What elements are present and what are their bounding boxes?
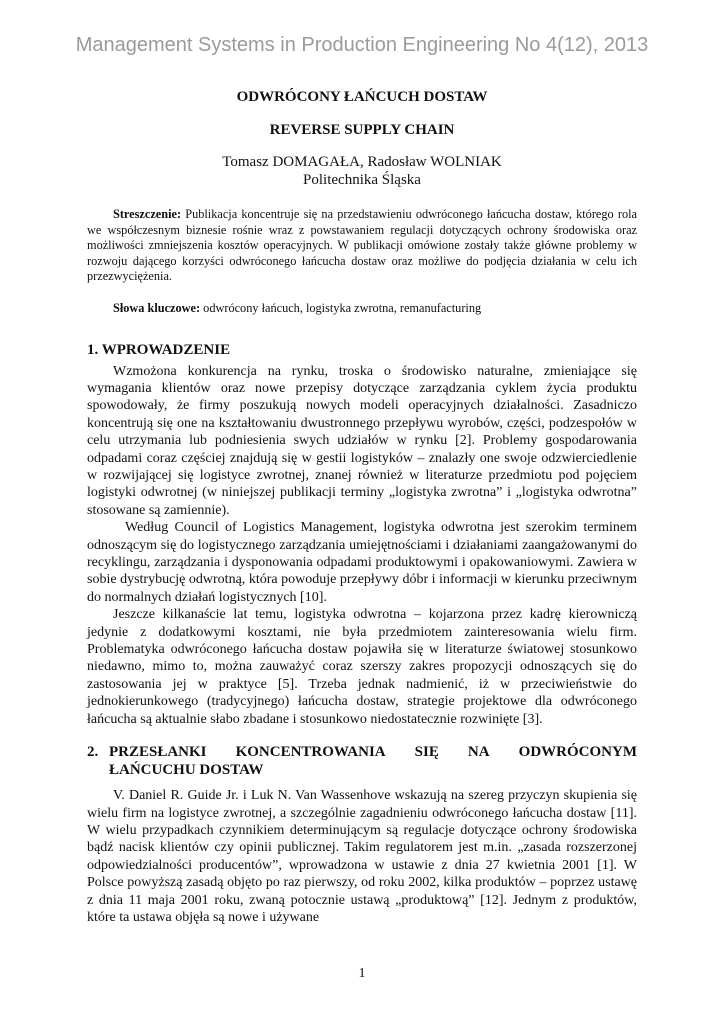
keywords-text: odwrócony łańcuch, logistyka zwrotna, remanufacturing (200, 300, 482, 315)
section-1-paragraph: Jeszcze kilkanaście lat temu, logistyka odwrotna – kojarzona przez kadrę kierowniczą jedynie z dodatkowymi kosztami, nie była przedmiotem zainteresowania wielu firm. Problematyka odwróconego łańcucha dostaw pojawiła się w literaturze światowej stosunkowo niedawno, mimo to, można zauważyć coraz szerszy zakres propozycji odnoszących się do zastosowania jej w praktyce [5]. Trzeba jednak nadmienić, iż w przeciwieństwie do jednokierunkowego (tradycyjnego) łańcucha dostaw, strategie projektowe dla odwróconego łańcucha są aktualnie słabo zbadane i stosunkowo niedostatecznie rozwinięte [3]. (87, 607, 637, 727)
abstract-text: Publikacja koncentruje się na przedstawieniu odwróconego łańcucha dostaw, którego rola we współczesnym biznesie rośnie wraz z powstawaniem regulacji dotyczących ochrony środowiska oraz możliwości zmniejszenia kosztów operacyjnych. W publikacji omówione zostały także główne problemy w rozwoju dającego korzyści odwróconego łańcucha dostaw oraz możliwe do podjęcia działania w celu ich przezwyciężenia. (87, 207, 637, 284)
page-number: 1 (358, 966, 366, 981)
abstract-label: Streszczenie: (113, 207, 182, 221)
section-2-body (87, 787, 637, 926)
section-2-heading (87, 743, 637, 779)
section-2-heading-word: NA (467, 744, 490, 761)
authors: Tomasz DOMAGAŁA, Radosław WOLNIAK (222, 154, 502, 170)
section-2-heading-word: PRZESŁANKI (109, 744, 207, 761)
section-2-heading-word: ODWRÓCONYM (518, 744, 637, 761)
keywords-label: Słowa kluczowe: (113, 300, 201, 315)
title-polish: ODWRÓCONY ŁAŃCUCH DOSTAW (236, 89, 488, 105)
section-1-heading: 1. WPROWADZENIE (87, 341, 231, 358)
section-2-paragraph: V. Daniel R. Guide Jr. i Luk N. Van Wassenhove wskazują na szereg przyczyn skupienia się wielu firm na logistyce zwrotnej, a szczególnie zagadnieniu odwróconego łańcucha dostaw [11]. W wielu przypadkach czynnikiem determinującym są regulacje dotyczące ochrony środowiska bądź nacisk klientów czy opinii publicznej. Takim regulatorem jest m.in. „zasada rozszerzonej odpowiedzialności producentów”, wprowadzona w ustawie z dnia 27 kwietnia 2001 [1]. W Polsce powyższą zasadą objęto po raz pierwszy, od roku 2002, kilka produktów – poprzez ustawę z dnia 11 maja 2001 roku, zwaną potocznie ustawą „produktową” [12]. Jednym z produktów, które ta ustawa objęła są nowe i używane (87, 788, 637, 925)
affiliation: Politechnika Śląska (303, 172, 421, 188)
section-1-paragraph: Według Council of Logistics Management, logistyka odwrotna jest szerokim terminem odnoszącym się do logistycznego zarządzania umiejętnościami i działaniami zaangażowanymi do recyklingu, zarządzania i dysponowania odpadami produktowymi i opakowaniowymi. Zawiera w sobie dystrybucję odwrotną, która powoduje przepływy dóbr i informacji w kierunku przeciwnym do normalnych działań logistycznych [10]. (87, 520, 637, 605)
title-english: REVERSE SUPPLY CHAIN (269, 122, 455, 138)
section-2-heading-line2: ŁAŃCUCHU DOSTAW (109, 762, 264, 779)
section-2-heading-word: SIĘ (414, 744, 439, 761)
section-1-body (87, 363, 637, 729)
section-2-heading-word: KONCENTROWANIA (235, 744, 386, 761)
section-2-number: 2. (87, 744, 99, 761)
section-1-paragraph: Wzmożona konkurencja na rynku, troska o środowisko naturalne, zmieniające się wymagania klientów oraz nowe przepisy dotyczące zarządzania cyklem życia produktu spowodowały, że firmy poszukują nowych modeli operacyjnych działalności. Zasadniczo koncentrują się one na kształtowaniu dwustronnego przepływu wyrobów, części, podzespołów w celu utrzymania lub podniesienia swych udziałów w rynku [2]. Problemy gospodarowania odpadami coraz częściej znajdują się w gestii logistyków – znalazły one swoje odzwierciedlenie w rozwijającej się logistyce zwrotnej, znanej również w literaturze przedmiotu pod pojęciem logistyki odwrotnej (w niniejszej publikacji terminy „logistyka zwrotna” i „logistyka odwrotna” stosowane są zamiennie). (87, 363, 637, 518)
abstract (87, 207, 637, 285)
article-content (87, 88, 637, 926)
keywords (87, 301, 637, 317)
journal-header: Management Systems in Production Engineering No 4(12), 2013 (75, 34, 649, 56)
